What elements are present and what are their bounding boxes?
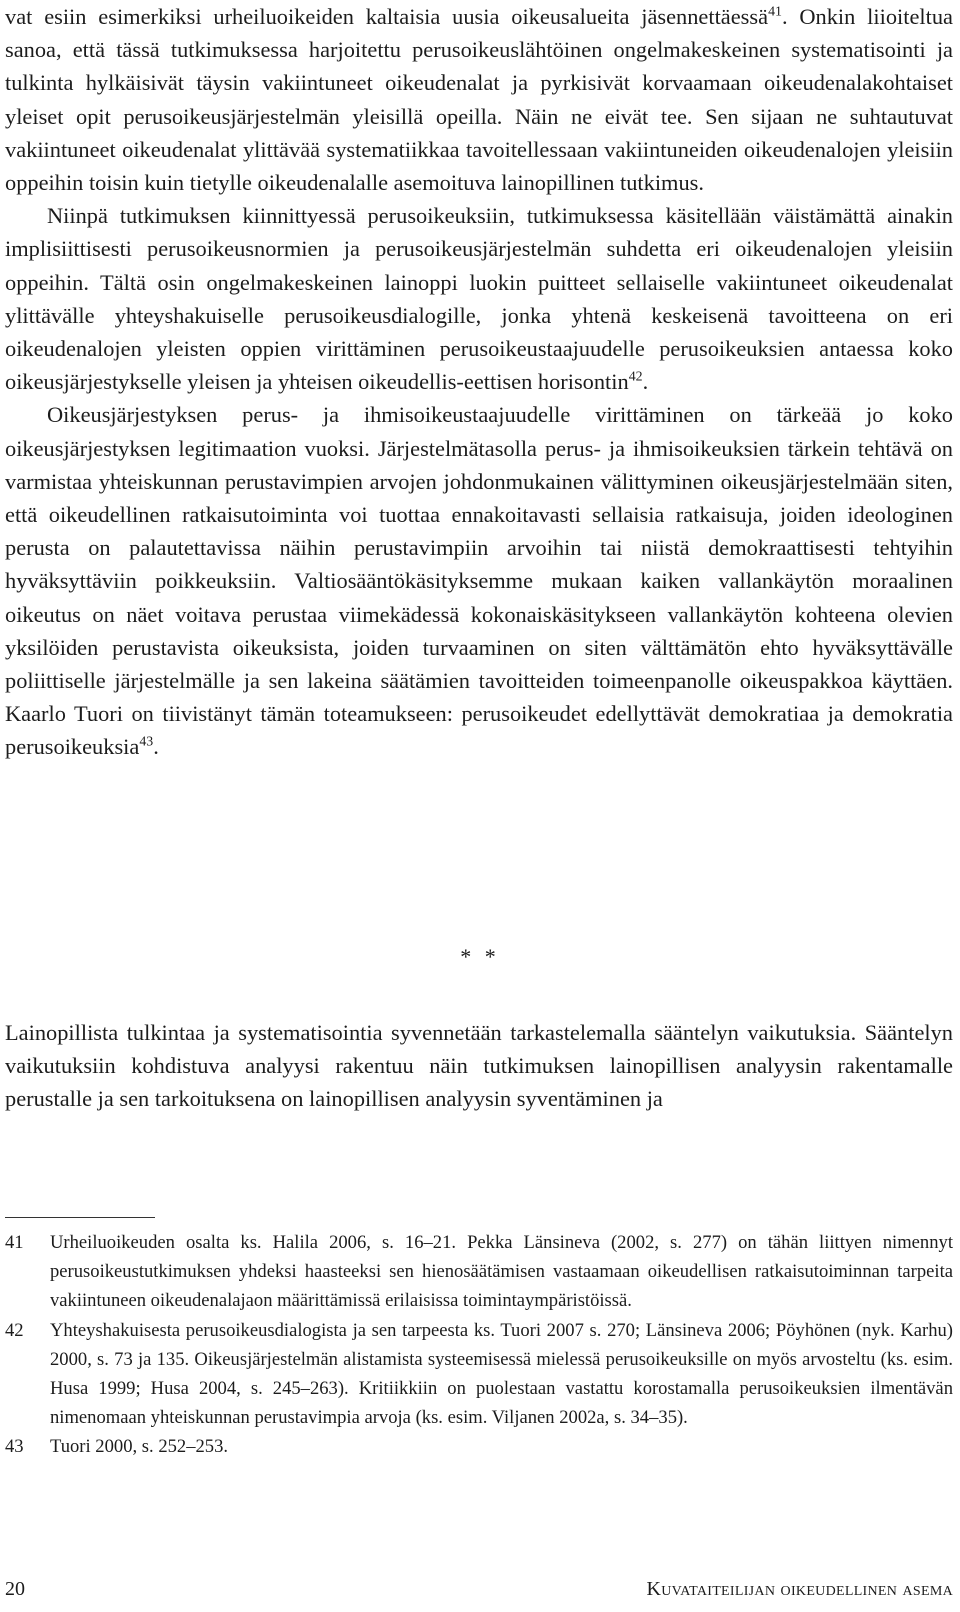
footnotes [5, 1228, 953, 1462]
footnote-ref-41: 41 [768, 4, 782, 20]
after-break-text [5, 1016, 953, 1116]
paragraph-1-continuation: . Onkin liioiteltua sanoa, että tässä tutkimuksessa harjoitettu perusoikeuslähtöinen ongelmakeskeinen systematisointi ja tulkinta hylkäisivät täysin vakiintuneet oikeudenalat ja pyrkisivät korvaamaan oikeudenalakohtaiset yleiset opit perusoikeusjärjestelmän yleisillä opeilla. Näin ne eivät tee. Sen sijaan ne suhtautuvat vakiintuneet oikeudenalat ylittävää systematiikkaa tavoitellessaan vakiintuneiden oikeudenalojen yleisiin oppeihin toisin kuin tietylle oikeudenalalle asemoituva lainopillinen tutkimus. [5, 4, 953, 196]
footnote-text: Yhteyshakuisesta perusoikeusdialogista ja sen tarpeesta ks. Tuori 2007 s. 270; Länsineva 2006; Pöyhönen (nyk. Karhu) 2000, s. 73 ja 135. Oikeusjärjestelmän alistamista systeemisessä mielessä perusoikeuksille on myös arvosteltu (ks. esim. Husa 1999; Husa 2004, s. 245–263). Kritiikkiin on puolestaan vastattu korostamalla perusoikeuksien ilmentävän nimenomaan yhteiskunnan perustavimpia arvoja (ks. esim. Viljanen 2002a, s. 34–35). [50, 1319, 953, 1429]
footnote-number: 41 [5, 1232, 24, 1253]
page-number: 20 [5, 1578, 25, 1600]
footnote-text: Urheiluoikeuden osalta ks. Halila 2006, s. 16–21. Pekka Länsineva (2002, s. 277) on tähän liittyen nimennyt perusoikeustutkimuksen yhdeksi haasteeksi sen hienosäätämisen vastaamaan oikeudellisen ratkaisutoiminnan tarpeita vakiintuneen oikeudenalajaon määrittämissä erilaisissa toimintaympäristöissä. [50, 1232, 953, 1312]
running-head: Kuvataiteilijan oikeudellinen asema [646, 1578, 953, 1600]
paragraph-3 [5, 398, 953, 763]
paragraph-2-end: . [642, 369, 649, 395]
paragraph-2 [5, 199, 953, 398]
main-text [5, 0, 953, 764]
paragraph-4: Lainopillista tulkintaa ja systematisointia syvennetään tarkastelemalla sääntelyn vaikutuksia. Sääntelyn vaikutuksiin kohdistuva analyysi rakentuu näin tutkimuksen lainopillisen analyysin rakentamalle perustalle ja sen tarkoituksena on lainopillisen analyysin syventäminen ja [5, 1020, 953, 1112]
footnote-rule [5, 1217, 155, 1218]
footnote-42 [5, 1316, 953, 1433]
paragraph-2-text: Niinpä tutkimuksen kiinnittyessä perusoikeuksiin, tutkimuksessa käsitellään väistämättä ainakin implisiittisesti perusoikeusnormien ja perusoikeusjärjestelmän suhdetta eri oikeudenalojen yleisiin oppeihin. Tältä osin ongelmakeskeinen lainoppi luokin puitteet sellaiselle vakiintuneet oikeudenalat ylittävälle yhteyshakuiselle perusoikeusdialogille, jonka yhtenä keskeisenä tavoitteena on eri oikeudenalojen yleisten oppien virittäminen perusoikeustaajuudelle perusoikeuksien antaessa koko oikeusjärjestykselle yleisen ja yhteisen oikeudellis-eettisen horisontin [5, 203, 953, 395]
paragraph-1-text: vat esiin esimerkiksi urheiluoikeiden kaltaisia uusia oikeusalueita jäsennettäessä [5, 4, 769, 29]
paragraph-3-text: Oikeusjärjestyksen perus- ja ihmisoikeustaajuudelle virittäminen on tärkeää jo koko oikeusjärjestyksen legitimaation vuoksi. Järjestelmätasolla perus- ja ihmisoikeuksien tärkein tehtävä on varmistaa yhteiskunnan perustavimpien arvojen johdonmukainen välittyminen oikeusjärjestelmään siten, että oikeudellinen ratkaisutoiminta voi tuottaa ennakoitavasti sellaisia ratkaisuja, joiden ideologinen perusta on palautettavissa näihin perustavimpiin arvoihin tai niistä demokraattisesti tehtyihin hyväksyttäviin poikkeuksiin. Valtiosääntökäsityksemme mukaan kaiken vallankäytön moraalinen oikeutus on näet voitava perustaa viimekädessä kokonaiskäsitykseen vallankäytön kohteena olevien yksilöiden perustavista oikeuksista, joiden turvaaminen on siten välttämätön ehto hyväksyttävälle poliittiselle järjestelmälle ja sen lakeina säätämien tavoitteiden toimeenpanolle oikeuspakkoa käyttäen. Kaarlo Tuori on tiivistänyt tämän toteamukseen: perusoikeudet edellyttävät demokratiaa ja demokratia perusoikeuksia [5, 402, 953, 760]
footnote-41 [5, 1228, 953, 1316]
section-break: * * [460, 944, 500, 969]
footnote-43 [5, 1432, 953, 1461]
paragraph-3-end: . [153, 734, 159, 760]
footnote-ref-42: 42 [628, 369, 643, 385]
footnote-text: Tuori 2000, s. 252–253. [50, 1436, 229, 1458]
footnote-number: 43 [5, 1436, 24, 1458]
footnote-ref-43: 43 [139, 735, 154, 750]
footnote-number: 42 [5, 1319, 24, 1341]
paragraph-1 [5, 0, 953, 199]
